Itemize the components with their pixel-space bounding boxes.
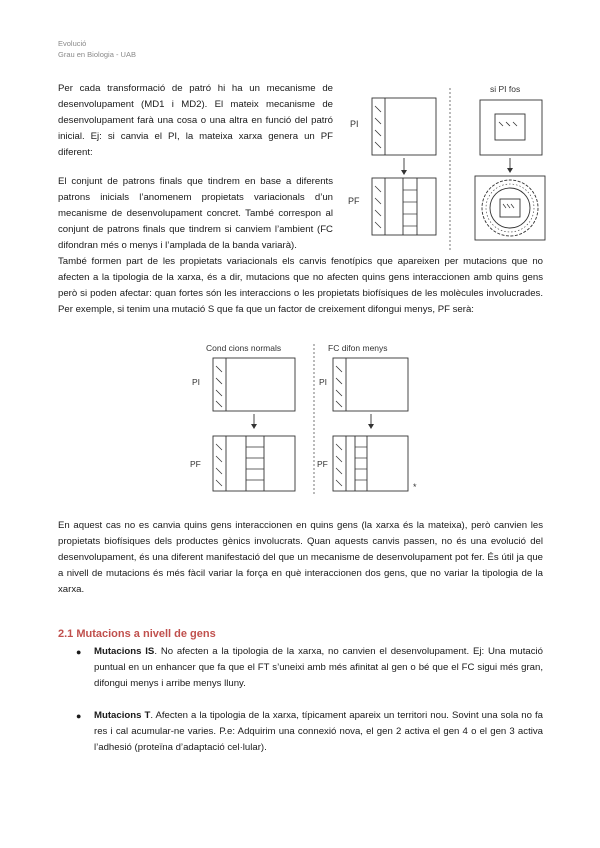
paragraph-biophysical: En aquest cas no es canvia quins gens interaccionen en quins gens (la xarxa és la mateixa), però canvien les propietats biofísiques dels productes gènics involucrats. Quan aquests canvis passen, no és una evolució del desenvolupament, és una diferent manifestació del que un mecanisme de desenvolupament pot fer. És útil ja que a nivell de mutacions és més fàcil variar la força en què interaccionen dos gens, que no variar la tipologia de la xarxa. — [58, 520, 543, 596]
final-pattern-box — [372, 178, 436, 235]
bullet-icon: ● — [76, 711, 82, 721]
normal-final-box — [213, 436, 295, 491]
bullet-text: . No afecten a la tipologia de la xarxa, no canvien el desenvolupament. Ej: Una mutació puntual en un enhancer que fa que el FT s’uneixi amb més afinitat al gen o bé que el FC sigui més gran, difongui menys i arribe menys lluny. — [94, 646, 544, 690]
reduced-final-box — [333, 436, 408, 491]
page-header — [58, 38, 136, 60]
arrow-down-icon — [507, 168, 513, 173]
paragraph-mechanism: Per cada transformació de patró hi ha un mecanisme de desenvolupament (MD1 i MD2). El mateix mecanisme de desenvolupament farà una cosa o una altra en funció del patró inicial. Ej: si canvia el PI, la mateixa xarxa genera un PF diferent: — [58, 83, 333, 159]
paragraph-variational-properties: El conjunt de patrons finals que tindrem en base a diferents patrons inicials l’anomenem propietats variacionals d’un mecanisme de desenvolupament concret. També correspon al conjunt de patrons finals que tindrem si canviem l’ambient (FC difondran més o menys i l’amplada de la banda variarà). — [58, 176, 333, 252]
list-item — [94, 708, 543, 756]
arrow-down-icon — [368, 424, 374, 429]
arrow-down-icon — [251, 424, 257, 429]
asterisk-mark: * — [413, 482, 417, 492]
header-course: Evolució — [58, 39, 87, 48]
figure-diffusion-comparison — [188, 340, 428, 500]
label-pf: PF — [348, 196, 360, 206]
arrow-down-icon — [401, 170, 407, 175]
bullet-term: Mutacions IS — [94, 646, 155, 657]
initial-pattern-box — [372, 98, 436, 155]
label-normal-conditions: Cond cions normals — [206, 343, 282, 353]
label-pi-left: PI — [192, 377, 201, 387]
bullet-icon: ● — [76, 647, 82, 657]
header-degree: Grau en Biologia - UAB — [58, 50, 136, 59]
label-pi-right: PI — [319, 377, 328, 387]
label-si-pi-fos: si PI fos — [490, 84, 521, 94]
alt-initial-pattern-box — [480, 100, 542, 155]
bullet-text: . Afecten a la tipologia de la xarxa, típicament apareix un territori nou. Sovint una sola no fa res i cal acumular-ne varies. P.e: Adquirim una connexió nova, el gen 2 activa el gen 4 o el gen 3 activa l’adhesió (proteïna d’adaptació cel·lular). — [94, 710, 543, 754]
reduced-initial-box — [333, 358, 408, 411]
label-pf-right: PF — [317, 459, 328, 469]
list-item — [94, 644, 543, 692]
paragraph-mutations: També formen part de les propietats variacionals els canvis fenotípics que apareixen per mutacions que no afecten a la tipologia de la xarxa, és a dir, mutacions que no afecten quins gens interaccionen amb quins gens però si poden afectar: quan fortes són les interaccions o les propietats biofísiques de les molècules involucrades. Per exemple, si tenim una mutació S que fa que un factor de creixement difongui menys, PF serà: — [58, 256, 543, 316]
label-pf-left: PF — [190, 459, 201, 469]
section-title: 2.1 Mutacions a nivell de gens — [58, 628, 216, 640]
label-pi: PI — [350, 119, 359, 129]
hatch-marks — [375, 106, 381, 148]
label-less-diffusion: FC difon menys — [328, 343, 388, 353]
figure-pattern-transformation — [345, 80, 550, 255]
bullet-term: Mutacions T — [94, 710, 151, 721]
normal-initial-box — [213, 358, 295, 411]
